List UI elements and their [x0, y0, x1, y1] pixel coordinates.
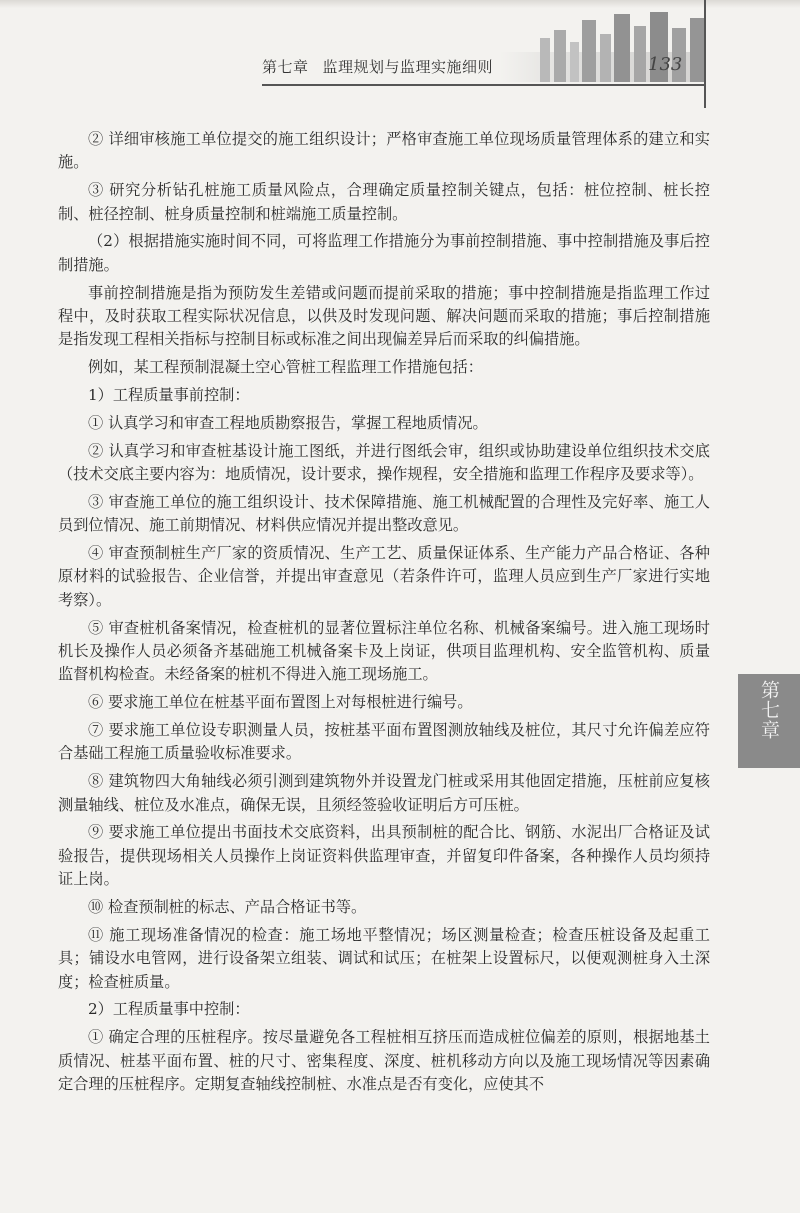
paragraph: ③ 审查施工单位的施工组织设计、技术保障措施、施工机械配置的合理性及完好率、施工人员到位情况、施工前期情况、材料供应情况并提出整改意见。 [58, 492, 710, 535]
paragraph: ③ 研究分析钻孔桩施工质量风险点，合理确定质量控制关键点，包括：桩位控制、桩长控制、桩径控制、桩身质量控制和桩端施工质量控制。 [58, 181, 710, 223]
chapter-side-tab [738, 674, 800, 768]
body-text [58, 128, 710, 1101]
chapter-heading [262, 56, 507, 77]
paragraph: ⑥ 要求施工单位在桩基平面布置图上对每根桩进行编号。 [88, 693, 473, 712]
paragraph: ⑧ 建筑物四大角轴线必须引测到建筑物外并设置龙门桩或采用其他固定措施，压桩前应复核测量轴线、桩位及水准点，确保无误，且须经签验收证明后方可压桩。 [58, 772, 710, 814]
paragraph: 2）工程质量事中控制： [88, 1000, 250, 1019]
paragraph: ② 认真学习和审查桩基设计施工图纸，并进行图纸会审，组织或协助建设单位组织技术交底（技术交底主要内容为：地质情况，设计要求，操作规程，安全措施和监理工作程序及要求等）。 [58, 441, 710, 484]
paragraph: ⑤ 审查桩机备案情况，检查桩机的显著位置标注单位名称、机械备案编号。进入施工现场时机长及操作人员必须备齐基础施工机械备案卡及上岗证，供项目监理机构、安全监管机构、质量监督机构检查。未经备案的桩机不得进入施工现场施工。 [58, 618, 710, 684]
page-number: 133 [648, 54, 683, 75]
header-rule [262, 84, 706, 86]
paragraph: ① 确定合理的压桩程序。按尽量避免各工程桩相互挤压而造成桩位偏差的原则，根据地基土质情况、桩基平面布置、桩的尺寸、密集程度、深度、桩机移动方向以及施工现场情况等因素确定合理的压桩程序。定期复查轴线控制桩、水准点是否有变化，应使其不 [58, 1028, 710, 1094]
paragraph: 例如，某工程预制混凝土空心管桩工程监理工作措施包括： [88, 358, 483, 377]
running-header [0, 0, 800, 100]
side-tab-label: 第七章 [758, 680, 780, 740]
paragraph: ⑪ 施工现场准备情况的检查：施工场地平整情况；场区测量检查；检查压桩设备及起重工具；铺设水电管网，进行设备架立组装、调试和试压；在桩架上设置标尺，以便观测桩身入土深度；检查桩质量。 [58, 925, 710, 991]
paragraph: ② 详细审核施工单位提交的施工组织设计；严格审查施工单位现场质量管理体系的建立和实施。 [58, 130, 710, 172]
paragraph: ① 认真学习和审查工程地质勘察报告，掌握工程地质情况。 [88, 413, 488, 432]
paragraph: （2）根据措施实施时间不同，可将监理工作措施分为事前控制措施、事中控制措施及事后控制措施。 [58, 232, 710, 274]
vertical-rule [704, 0, 706, 108]
paragraph: ④ 审查预制桩生产厂家的资质情况、生产工艺、质量保证体系、生产能力产品合格证、各种原材料的试验报告、企业信誉，并提出审查意见（若条件许可，监理人员应到生产厂家进行实地考察）。 [58, 544, 710, 609]
paragraph: ⑦ 要求施工单位设专职测量人员，按桩基平面布置图测放轴线及桩位，其尺寸允许偏差应符合基础工程施工质量验收标准要求。 [58, 721, 710, 763]
paragraph: 1）工程质量事前控制： [88, 386, 250, 405]
paragraph: ⑩ 检查预制桩的标志、产品合格证书等。 [88, 898, 367, 917]
chapter-title: 监理规划与监理实施细则 [322, 58, 494, 76]
paragraph: ⑨ 要求施工单位提出书面技术交底资料，出具预制桩的配合比、钢筋、水泥出厂合格证及试验报告，提供现场相关人员操作上岗证资料供监理审查，并留复印件备案，各种操作人员均须持证上岗。 [58, 823, 710, 889]
paragraph: 事前控制措施是指为预防发生差错或问题而提前采取的措施；事中控制措施是指监理工作过程中，及时获取工程实际状况信息，以供及时发现问题、解决问题而采取的措施；事后控制措施是指发现工程相关指标与控制目标或标准之间出现偏差异后而采取的纠偏措施。 [58, 283, 710, 349]
chapter-number: 第七章 [262, 58, 309, 76]
